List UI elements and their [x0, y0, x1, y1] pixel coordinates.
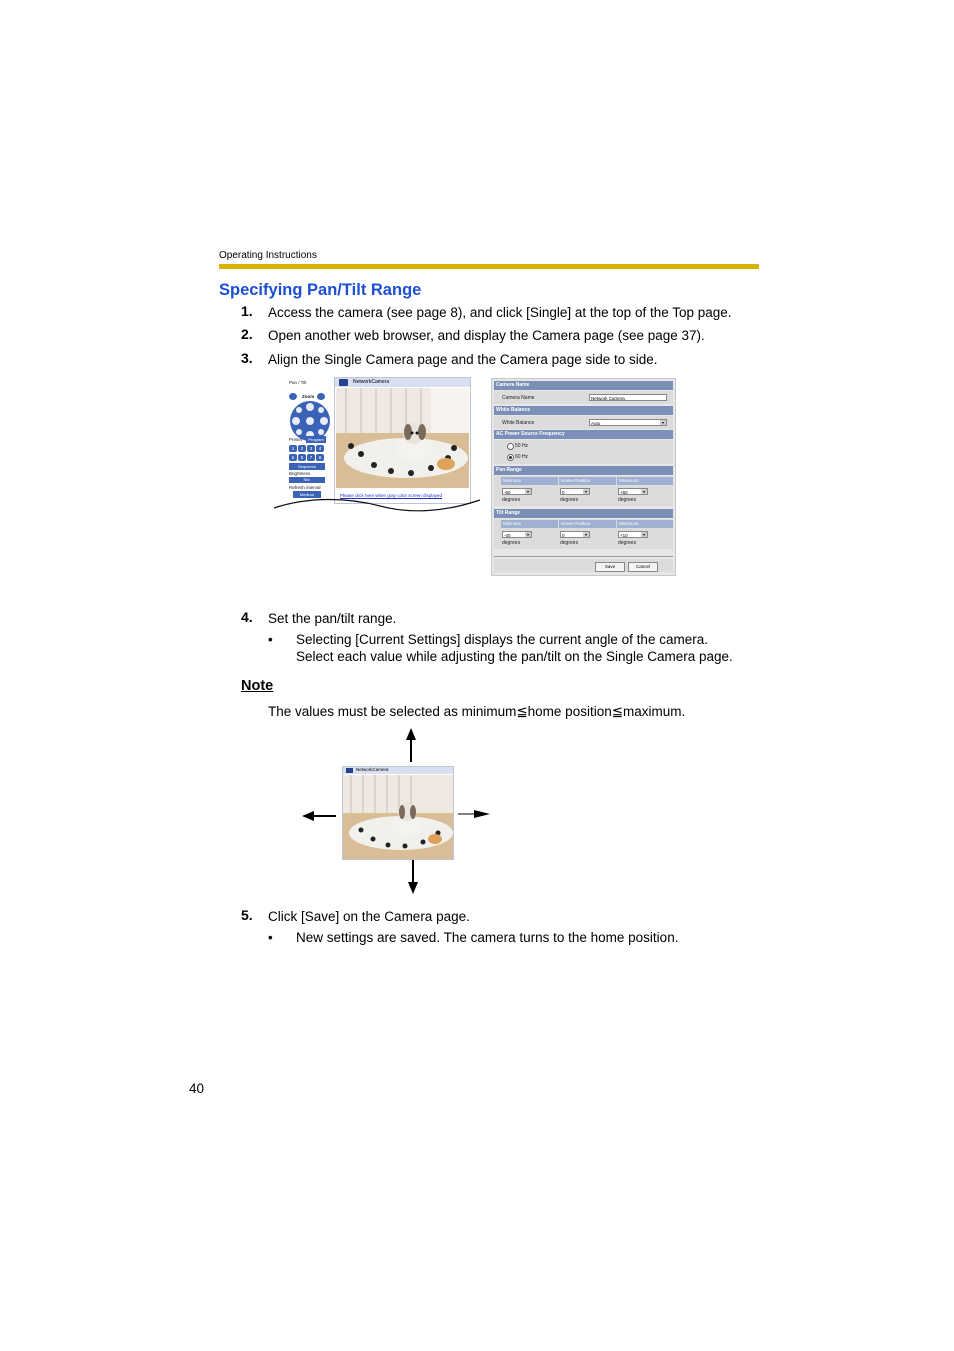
header-rule [219, 264, 759, 269]
step-5-text: Click [Save] on the Camera page. [268, 909, 470, 924]
brightness-label: Brightness [289, 471, 311, 476]
tilt-min-select[interactable] [502, 531, 532, 538]
chevron-down-icon: ▾ [642, 532, 645, 537]
preset-key-3[interactable]: 3 [307, 445, 315, 452]
button-row [494, 559, 673, 572]
ac-frequency-row [494, 440, 673, 464]
small-camera-title: NetworkCamera [356, 767, 389, 772]
step-5-number: 5. [241, 907, 253, 923]
radio-selected-dot [509, 456, 512, 459]
chevron-down-icon: ▾ [526, 532, 529, 537]
chevron-down-icon: ▾ [584, 532, 587, 537]
camera-image [336, 388, 469, 488]
step-4-number: 4. [241, 609, 253, 625]
sequence-button[interactable]: Sequence [289, 463, 325, 470]
divider [494, 556, 673, 557]
tilt-home-value: 0 [562, 533, 565, 538]
preset-label: Preset [289, 437, 303, 442]
pan-range-section: Pan Range [494, 466, 673, 475]
preset-key-4[interactable]: 4 [316, 445, 324, 452]
single-camera-controls [286, 377, 334, 503]
white-balance-row [494, 416, 673, 429]
step-2-number: 2. [241, 326, 253, 342]
tilt-home-select[interactable] [560, 531, 590, 538]
camera-name-section: Camera Name [494, 381, 673, 390]
pan-down-right-button[interactable] [318, 429, 324, 435]
pan-max-value: +60 [620, 490, 628, 495]
step-5-bullet-1: New settings are saved. The camera turns to the home position. [296, 930, 679, 945]
chevron-down-icon: ▾ [584, 489, 587, 494]
step-4-bullet-1: Selecting [Current Settings] displays the current angle of the camera. [296, 632, 708, 647]
program-button[interactable]: Program [306, 436, 326, 443]
pan-col-minimum: Minimum [501, 477, 558, 485]
step-1-text: Access the camera (see page 8), and click [Single] at the top of the Top page. [268, 305, 732, 320]
radio-50hz[interactable] [507, 443, 514, 450]
pan-up-right-button[interactable] [318, 407, 324, 413]
camera-window-title: NetworkCamera [353, 379, 390, 385]
tilt-range-row [494, 519, 673, 549]
pan-col-maximum: Maximum [617, 477, 673, 485]
camera-icon [346, 768, 353, 773]
small-camera-image [343, 775, 453, 859]
tilt-min-unit: degrees [502, 540, 521, 546]
brightness-control[interactable]: Std. [289, 477, 325, 483]
camera-name-input[interactable]: Network Camera [589, 394, 667, 401]
section-title: Specifying Pan/Tilt Range [219, 281, 422, 299]
home-button[interactable] [306, 417, 314, 425]
zoom-label: Zoom [302, 394, 315, 399]
pan-min-select[interactable] [502, 488, 532, 495]
white-balance-label: White Balance [502, 420, 535, 426]
tilt-col-minimum: Minimum [501, 520, 558, 528]
tilt-max-unit: degrees [618, 540, 637, 546]
note-text: The values must be selected as minimum≦home position≦maximum. [268, 704, 686, 719]
tilt-range-section: Tilt Range [494, 509, 673, 518]
running-header: Operating Instructions [219, 250, 317, 261]
step-3-text: Align the Single Camera page and the Camera page side to side. [268, 352, 658, 367]
small-camera-window [342, 766, 454, 860]
cut-edge-line [270, 492, 490, 520]
step-5-bullet-mark: • [268, 930, 273, 945]
camera-titlebar [335, 378, 470, 387]
radio-60hz-label: 60 Hz [515, 454, 529, 460]
preset-key-7[interactable]: 7 [307, 454, 315, 461]
radio-60hz[interactable] [507, 454, 514, 461]
chevron-down-icon: ▾ [661, 420, 664, 425]
pan-tilt-label: Pan / Tilt [289, 380, 307, 385]
zoom-out-button[interactable] [289, 393, 297, 400]
tilt-max-select[interactable] [618, 531, 648, 538]
radio-50hz-label: 50 Hz [515, 443, 529, 449]
step-4-bullet-2: Select each value while adjusting the pan/tilt on the Single Camera page. [296, 649, 733, 664]
white-balance-value: Auto [591, 421, 601, 426]
pan-range-row [494, 476, 673, 506]
tilt-min-value: -40 [504, 533, 511, 538]
preset-key-2[interactable]: 2 [298, 445, 306, 452]
preset-key-5[interactable]: 5 [289, 454, 297, 461]
tilt-up-button[interactable] [306, 403, 314, 411]
preset-key-8[interactable]: 8 [316, 454, 324, 461]
pan-home-unit: degrees [560, 497, 579, 503]
camera-name-row [494, 391, 673, 404]
step-4-text: Set the pan/tilt range. [268, 611, 397, 626]
step-1-number: 1. [241, 303, 253, 319]
pan-max-unit: degrees [618, 497, 637, 503]
tilt-col-home: Home Position [559, 520, 616, 528]
white-balance-select[interactable] [589, 419, 667, 426]
pan-down-left-button[interactable] [296, 429, 302, 435]
step-2-text: Open another web browser, and display the Camera page (see page 37). [268, 328, 705, 343]
ac-frequency-section: AC Power Source Frequency [494, 430, 673, 439]
pan-col-home: Home Position [559, 477, 616, 485]
note-title: Note [241, 678, 274, 694]
zoom-in-button[interactable] [317, 393, 325, 400]
refresh-label: Refresh interval [289, 485, 321, 490]
step-4-bullet-mark: • [268, 632, 273, 647]
tilt-home-unit: degrees [560, 540, 579, 546]
camera-name-label: Camera Name [502, 395, 535, 401]
pan-min-unit: degrees [502, 497, 521, 503]
cancel-button[interactable]: Cancel [628, 562, 658, 572]
save-button[interactable]: Save [595, 562, 625, 572]
gray-screen-link[interactable]: Please click here when gray color screen displayed [340, 493, 443, 498]
chevron-down-icon: ▾ [642, 489, 645, 494]
tilt-max-value: +10 [620, 533, 628, 538]
pan-tilt-pad [290, 401, 330, 441]
camera-settings-panel [491, 378, 676, 576]
pan-up-left-button[interactable] [296, 407, 302, 413]
refresh-select[interactable]: Medium [293, 491, 321, 498]
chevron-down-icon: ▾ [526, 489, 529, 494]
pan-min-value: -60 [504, 490, 511, 495]
pan-left-button[interactable] [292, 417, 300, 425]
pan-home-value: 0 [562, 490, 565, 495]
preset-key-6[interactable]: 6 [298, 454, 306, 461]
pan-max-select[interactable] [618, 488, 648, 495]
pan-right-button[interactable] [320, 417, 328, 425]
step-3-number: 3. [241, 350, 253, 366]
single-camera-window [334, 377, 471, 504]
small-camera-titlebar [343, 767, 453, 774]
pan-home-select[interactable] [560, 488, 590, 495]
white-balance-section: White Balance [494, 406, 673, 415]
camera-icon [339, 379, 348, 386]
tilt-col-maximum: Maximum [617, 520, 673, 528]
page-number: 40 [189, 1081, 205, 1096]
preset-key-1[interactable]: 1 [289, 445, 297, 452]
